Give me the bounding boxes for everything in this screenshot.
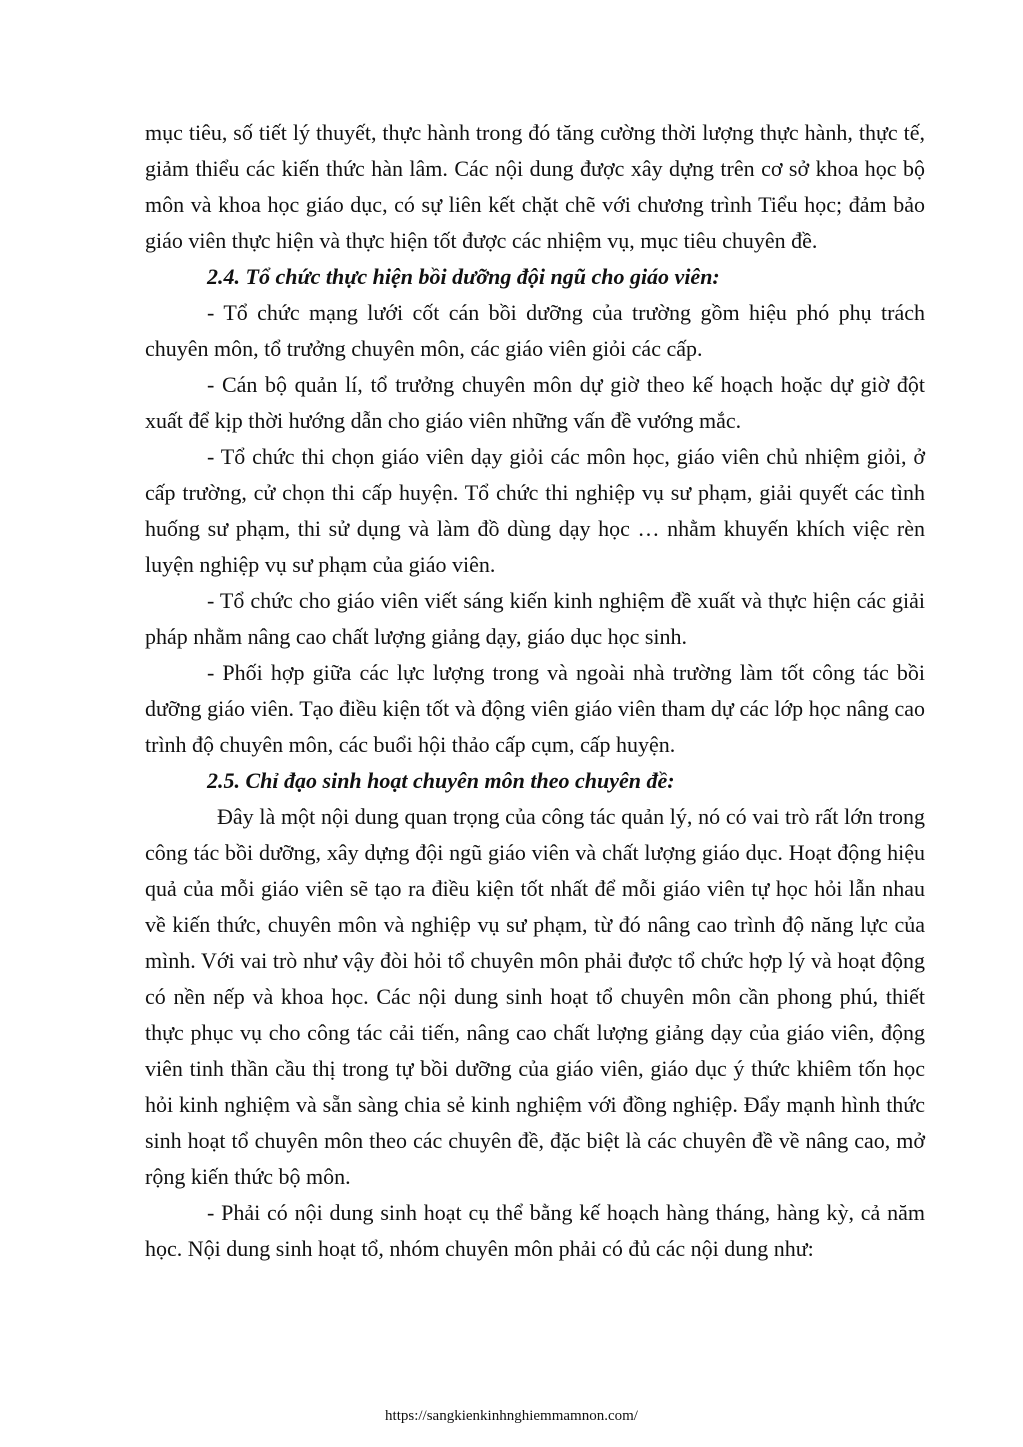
list-item-competition: - Tổ chức thi chọn giáo viên dạy giỏi các môn học, giáo viên chủ nhiệm giỏi, ở cấp trường, cử chọn thi cấp huyện. Tổ chức thi nghiệp vụ sư phạm, giải quyết các tình huống sư phạm, thi sử dụng và làm đồ dùng dạy học … nhằm khuyến khích việc rèn luyện nghiệp vụ sư phạm của giáo viên.: [145, 444, 925, 577]
paragraph-continuation: mục tiêu, số tiết lý thuyết, thực hành trong đó tăng cường thời lượng thực hành, thực tế, giảm thiểu các kiến thức hàn lâm. Các nội dung được xây dựng trên cơ sở khoa học bộ môn và khoa học giáo dục, có sự liên kết chặt chẽ với chương trình Tiểu học; đảm bảo giáo viên thực hiện và thực hiện tốt được các nhiệm vụ, mục tiêu chuyên đề.: [145, 120, 925, 253]
paragraph-importance: Đây là một nội dung quan trọng của công tác quản lý, nó có vai trò rất lớn trong công tác bồi dưỡng, xây dựng đội ngũ giáo viên và chất lượng giáo dục. Hoạt động hiệu quả của mỗi giáo viên sẽ tạo ra điều kiện tốt nhất để mỗi giáo viên tự học hỏi lẫn nhau về kiến thức, chuyên môn và nghiệp vụ sư phạm, từ đó nâng cao trình độ năng lực của mình. Với vai trò như vậy đòi hỏi tổ chuyên môn phải được tổ chức hợp lý và hoạt động có nền nếp và khoa học. Các nội dung sinh hoạt tổ chuyên môn cần phong phú, thiết thực phục vụ cho công tác cải tiến, nâng cao chất lượng giảng dạy của giáo viên, động viên tinh thần cầu thị trong tự bồi dưỡng của giáo viên, giáo dục ý thức khiêm tốn học hỏi kinh nghiệm và sẵn sàng chia sẻ kinh nghiệm với đồng nghiệp. Đẩy mạnh hình thức sinh hoạt tổ chuyên môn theo các chuyên đề, đặc biệt là các chuyên đề về nâng cao, mở rộng kiến thức bộ môn.: [145, 804, 925, 1189]
list-item-observation: - Cán bộ quản lí, tổ trưởng chuyên môn dự giờ theo kế hoạch hoặc dự giờ đột xuất để kịp thời hướng dẫn cho giáo viên những vấn đề vướng mắc.: [145, 372, 925, 433]
list-item-initiative: - Tổ chức cho giáo viên viết sáng kiến kinh nghiệm đề xuất và thực hiện các giải pháp nhằm nâng cao chất lượng giảng dạy, giáo dục học sinh.: [145, 588, 925, 649]
section-heading-2-4: 2.4. Tổ chức thực hiện bồi dưỡng đội ngũ cho giáo viên:: [207, 264, 720, 289]
document-body: [145, 115, 925, 1267]
section-heading-2-5: 2.5. Chỉ đạo sinh hoạt chuyên môn theo chuyên đề:: [207, 768, 675, 793]
footer-url: https://sangkienkinhnghiemmamnon.com/: [385, 1408, 638, 1424]
list-item-content-plan: - Phải có nội dung sinh hoạt cụ thể bằng kế hoạch hàng tháng, hàng kỳ, cả năm học. Nội dung sinh hoạt tổ, nhóm chuyên môn phải có đủ các nội dung như:: [145, 1200, 925, 1261]
list-item-network: - Tổ chức mạng lưới cốt cán bồi dưỡng của trường gồm hiệu phó phụ trách chuyên môn, tổ trưởng chuyên môn, các giáo viên giỏi các cấp.: [145, 300, 925, 361]
list-item-coordination: - Phối hợp giữa các lực lượng trong và ngoài nhà trường làm tốt công tác bồi dưỡng giáo viên. Tạo điều kiện tốt và động viên giáo viên tham dự các lớp học nâng cao trình độ chuyên môn, các buổi hội thảo cấp cụm, cấp huyện.: [145, 660, 925, 757]
